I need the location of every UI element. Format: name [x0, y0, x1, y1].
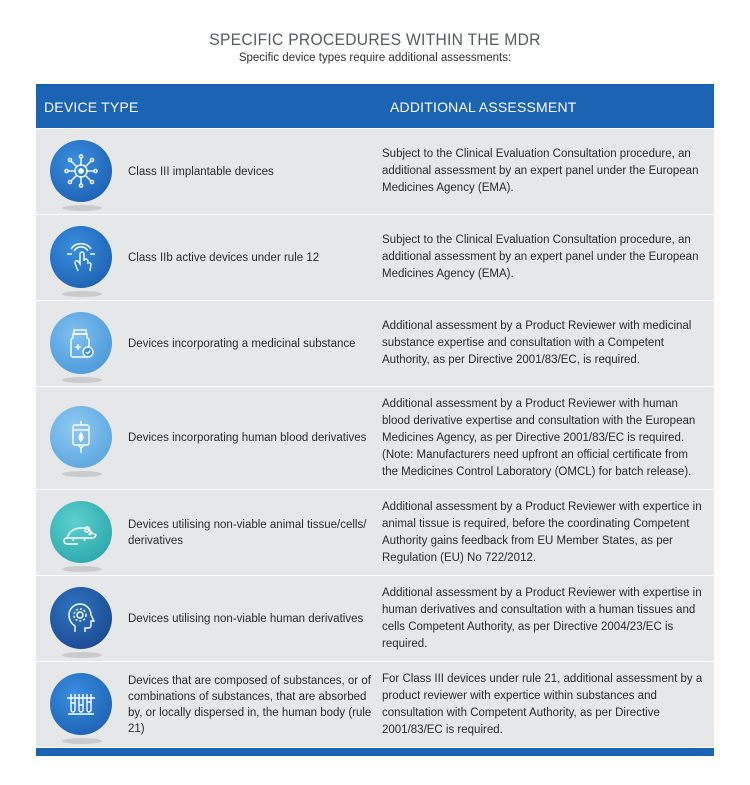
row-icon-cell	[36, 673, 128, 737]
row-icon-cell	[36, 501, 128, 565]
table-row	[36, 214, 714, 300]
table-header	[36, 84, 714, 128]
device-type-text: Devices that are composed of substances, or of combinations of substances, that are absorbed by, or locally dispersed in, the human body (rule 21)	[128, 674, 372, 735]
assessment-text: For Class III devices under rule 21, additional assessment by a product reviewer with expertice within substances and consultation with Competent Authority, as per Directive 2001/83/EC is required.	[382, 672, 703, 736]
network-eye-icon	[50, 140, 112, 202]
medicine-bottle-icon	[50, 312, 112, 374]
assessment-text: Additional assessment by a Product Reviewer with medicinal substance expertise and consultation with a Competent Authority, as per Directive 2001/83/EC, is required.	[382, 320, 692, 366]
assessment-text: Additional assessment by a Product Reviewer with expertice in animal tissue is required, before the coordinating Competent Authority gains feedback from EU Member States, as per Regulation (EU) No 722/2012.	[382, 500, 702, 564]
page-title: SPECIFIC PROCEDURES WITHIN THE MDR	[209, 30, 541, 49]
device-type-text: Devices utilising non-viable human derivatives	[128, 612, 364, 625]
touch-hand-icon	[50, 226, 112, 288]
row-icon-cell	[36, 226, 128, 290]
table-row	[36, 386, 714, 489]
blood-bag-icon	[50, 406, 112, 468]
table-row	[36, 300, 714, 386]
table-row	[36, 489, 714, 575]
device-type-text: Class IIb active devices under rule 12	[128, 251, 320, 264]
assessment-text: Additional assessment by a Product Reviewer with human blood derivative expertise and consultation with the European Medicines Agency, as per Directive 2001/83/EC is required. (Note: Manufacturers need upfront an official certificate from the Medicines Control Laboratory (OMCL) for batch release).	[382, 397, 696, 478]
assessment-text: Subject to the Clinical Evaluation Consultation procedure, an additional assessment by an expert panel under the European Medicines Agency (EMA).	[382, 234, 699, 280]
column-header-device-type: DEVICE TYPE	[44, 99, 139, 115]
column-header-additional-assessment: ADDITIONAL ASSESSMENT	[390, 99, 577, 115]
table-row	[36, 575, 714, 661]
test-tubes-icon	[50, 673, 112, 735]
table-row	[36, 661, 714, 747]
page-subtitle: Specific device types require additional assessments:	[238, 52, 512, 64]
row-icon-cell	[36, 406, 128, 470]
device-type-text: Devices utilising non-viable animal tissue/cells/ derivatives	[128, 518, 367, 547]
device-type-text: Devices incorporating a medicinal substance	[128, 337, 356, 350]
device-type-text: Devices incorporating human blood derivatives	[128, 432, 367, 444]
assessment-text: Additional assessment by a Product Reviewer with expertise in human derivatives and consultation with a human tissues and cells Competent Authority, as per Directive 2004/23/EC is required.	[382, 586, 702, 650]
table-row	[36, 128, 714, 214]
assessment-table	[36, 84, 714, 756]
device-type-text: Class III implantable devices	[128, 165, 274, 178]
table-bottom-bar	[36, 747, 714, 756]
human-head-icon	[50, 587, 112, 649]
mouse-icon	[50, 501, 112, 563]
row-icon-cell	[36, 140, 128, 204]
row-icon-cell	[36, 587, 128, 651]
row-icon-cell	[36, 312, 128, 376]
assessment-text: Subject to the Clinical Evaluation Consultation procedure, an additional assessment by an expert panel under the European Medicines Agency (EMA).	[382, 148, 699, 194]
